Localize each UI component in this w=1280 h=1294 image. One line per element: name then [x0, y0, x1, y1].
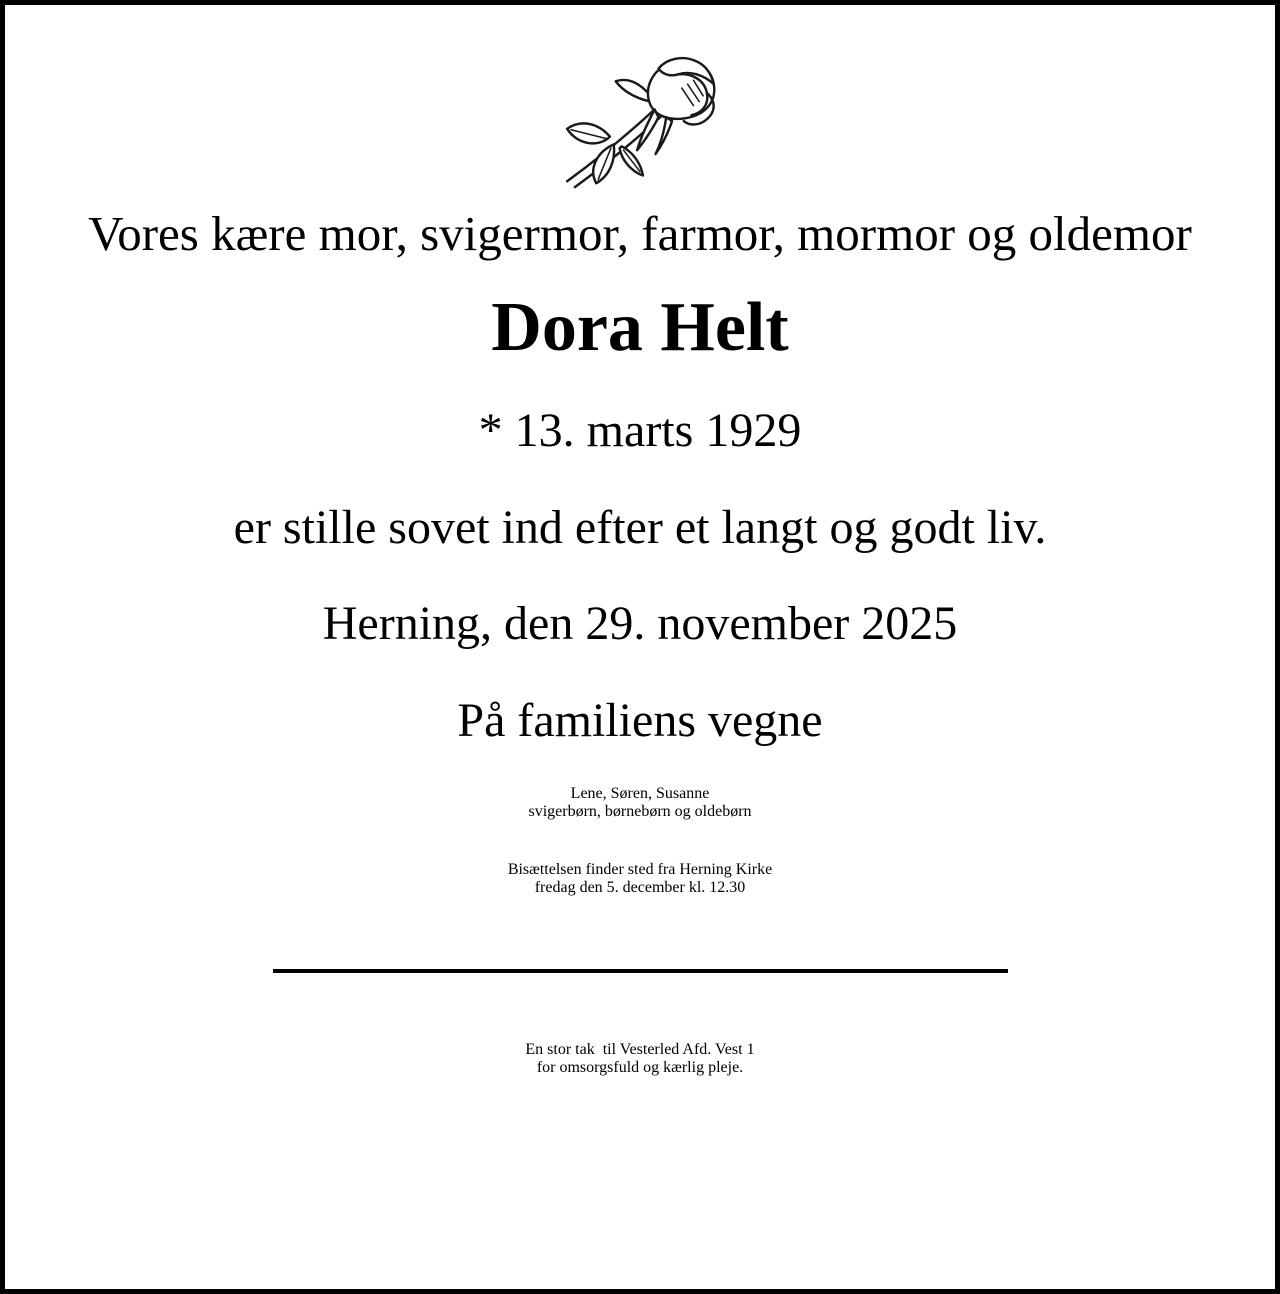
rose-icon	[5, 55, 1275, 191]
deceased-name: Dora Helt	[491, 288, 789, 366]
ceremony-datetime: fredag den 5. december kl. 12.30	[534, 879, 746, 897]
death-statement: er stille sovet ind efter et langt og godt liv.	[233, 500, 1047, 554]
ceremony-location: Bisættelsen finder sted fra Herning Kirke	[507, 861, 773, 879]
thanks-line2: for omsorgsfuld og kærlig pleje.	[536, 1059, 744, 1077]
birth-date-line: * 13. marts 1929	[478, 403, 802, 457]
family-names: Lene, Søren, Susanne	[570, 785, 710, 803]
on-behalf-line: På familiens vegne	[457, 693, 823, 747]
divider-line	[273, 969, 1008, 973]
thanks-line1: En stor tak til Vesterled Afd. Vest 1	[525, 1041, 755, 1059]
place-date-line: Herning, den 29. november 2025	[322, 597, 958, 651]
family-relations: svigerbørn, børnebørn og oldebørn	[528, 803, 752, 821]
relation-line: Vores kære mor, svigermor, farmor, mormor og oldemor	[88, 206, 1192, 261]
